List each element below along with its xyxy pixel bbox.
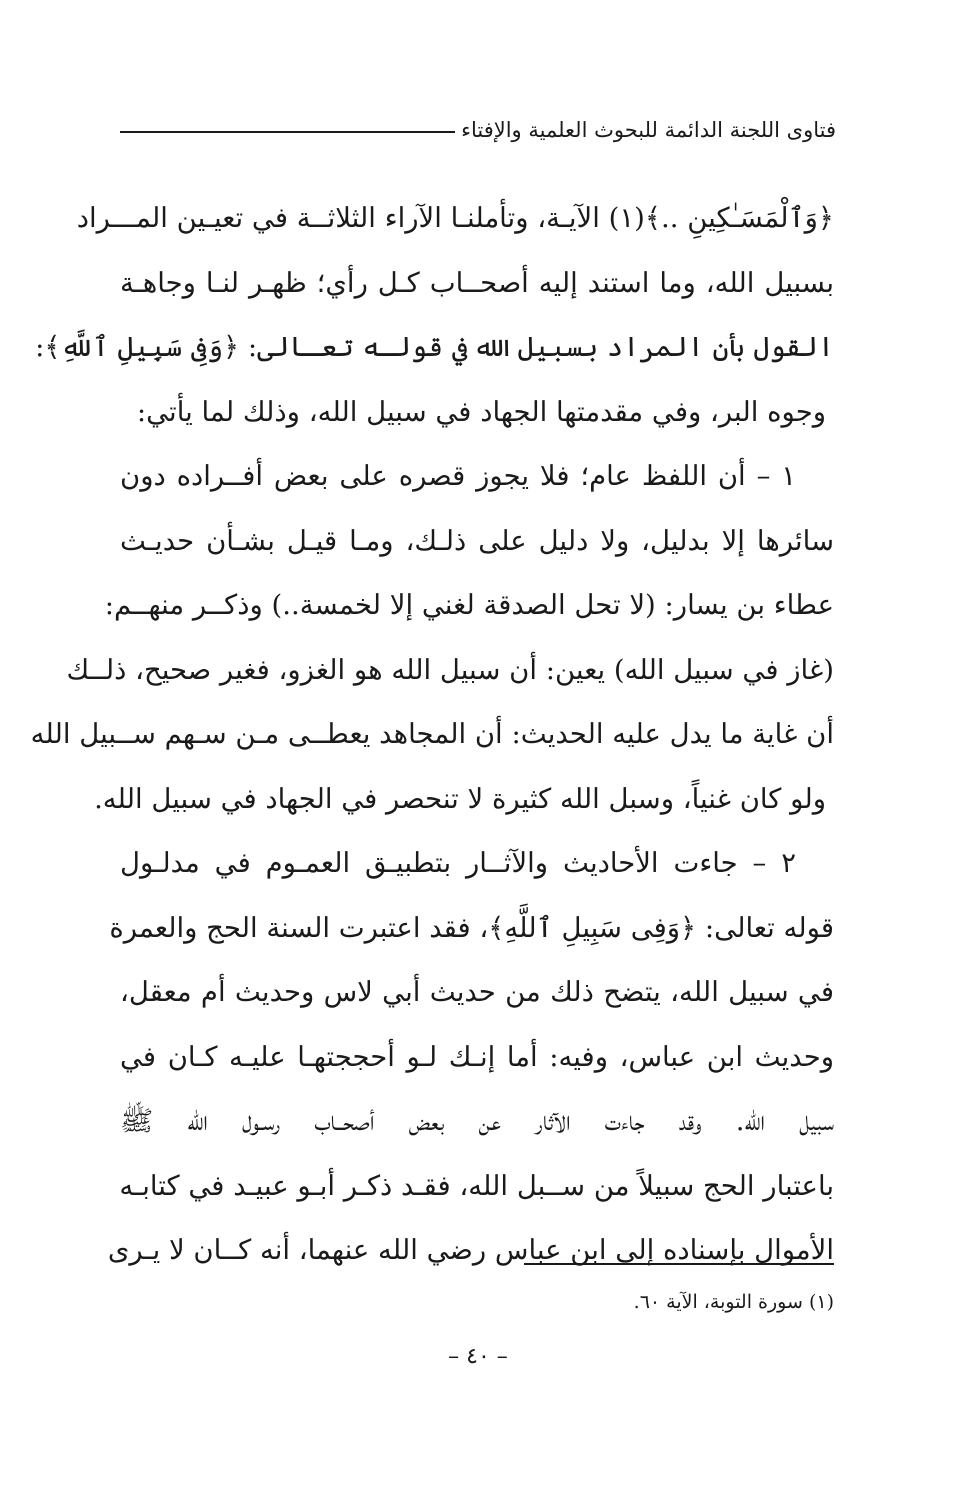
text-line: وحديث ابن عباس، وفيه: أما إنـك لـو أحججتهـا عليـه كـان في xyxy=(120,1040,834,1073)
page-number: – ٤٠ – xyxy=(448,1344,508,1369)
text-line: باعتبار الحج سبيلاً من ســبل الله، فقـد ذكـر أبـو عبيـد في كتابـه xyxy=(119,1169,834,1202)
text-line: قوله تعالى: ﴿وَفِى سَبِيلِ ٱللَّهِ﴾، فقد اعتبرت السنة الحج والعمرة xyxy=(109,911,834,944)
running-head-rule xyxy=(120,131,455,133)
text-line: القول بأن المراد بسبيل الله في قولـه تعـالى: ﴿وَفِى سَبِيلِ ٱللَّهِ﴾: xyxy=(35,331,834,363)
text-line: سائرها إلا بدليل، ولا دليل على ذلـك، ومـا قيـل بشـأن حديـث xyxy=(120,524,834,557)
text-line: بسبيل الله، وما استند إليه أصحــاب كـل رأي؛ ظهـر لنـا وجاهـة xyxy=(120,266,834,299)
body-text xyxy=(30,186,834,1283)
running-head xyxy=(120,118,836,142)
text-line: ٢ – جاءت الأحاديث والآثــار بتطبيـق العمـوم في مدلـول xyxy=(120,847,796,879)
text-line: ولو كان غنياً، وسبل الله كثيرة لا تنحصر في الجهاد في سبيل الله. xyxy=(94,782,826,815)
text-line: الأموال بإسناده إلى ابن عباس رضي الله عنهما، أنه كــان لا يـرى xyxy=(107,1234,834,1266)
footnote: (١) سورة التوبة، الآية ٦٠. xyxy=(633,1291,834,1313)
text-line: سبيل الله. وقد جاءت الآثار عن بعض أصحــاب رسـول الله ﷺ xyxy=(120,1105,834,1137)
text-line: ١ – أن اللفظ عام؛ فلا يجوز قصره على بعض أفــراده دون xyxy=(120,460,796,492)
text-line: عطاء بن يسار: (لا تحل الصدقة لغني إلا لخمسة..) وذكــر منهــم: xyxy=(104,589,834,621)
text-line: ﴿وَٱلْمَسَـٰكِينِ ..﴾(١) الآيـة، وتأملنـا الآراء الثلاثــة في تعيـين المـــراد xyxy=(76,202,834,234)
text-line: أن غاية ما يدل عليه الحديث: أن المجاهد يعطــى مـن سـهم ســبيل الله xyxy=(30,718,834,750)
text-line: في سبيل الله، يتضح ذلك من حديث أبي لاس وحديث أم معقل، xyxy=(120,976,834,1008)
text-line: (غاز في سبيل الله) يعين: أن سبيل الله هو الغزو، فغير صحيح، ذلــك xyxy=(66,653,834,686)
footnote-separator xyxy=(524,1263,834,1265)
text-line: وجوه البر، وفي مقدمتها الجهاد في سبيل الله، وذلك لما يأتي: xyxy=(136,395,826,428)
running-head-title: فتاوى اللجنة الدائمة للبحوث العلمية والإفتاء xyxy=(461,118,836,142)
